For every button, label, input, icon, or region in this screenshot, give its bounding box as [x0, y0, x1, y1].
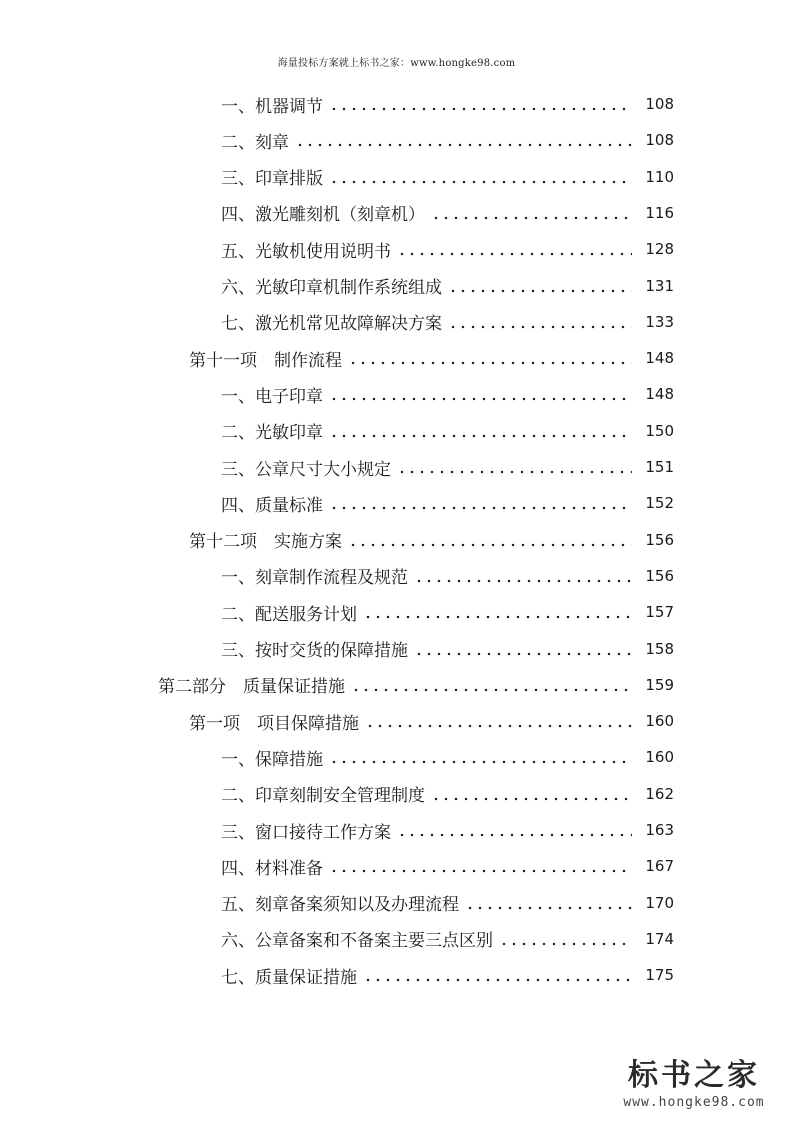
dot-leader: [365, 707, 632, 735]
dot-leader: [397, 235, 632, 263]
toc-entry-page-number: 162: [645, 784, 674, 803]
toc-entry-label: 第一项 项目保障措施: [189, 713, 359, 734]
toc-entry-label: 二、光敏印章: [221, 423, 323, 444]
toc-entry-label: 二、配送服务计划: [221, 604, 357, 625]
toc-entry-label: 三、印章排版: [221, 169, 323, 190]
dot-leader: [363, 598, 632, 626]
watermark-url: www.hongke98.com: [623, 1095, 765, 1110]
dot-leader: [363, 961, 632, 989]
dot-leader: [499, 925, 632, 953]
toc-entry[interactable]: [221, 635, 674, 663]
dot-leader: [295, 126, 632, 154]
dot-leader: [329, 417, 632, 445]
toc-entry-page-number: 175: [645, 966, 674, 985]
toc-entry-label: 第十二项 实施方案: [189, 532, 342, 553]
toc-entry-label: 一、电子印章: [221, 386, 323, 407]
toc-entry-label: 二、印章刻制安全管理制度: [221, 786, 425, 807]
toc-entry[interactable]: [221, 235, 674, 263]
toc-entry[interactable]: [189, 526, 674, 554]
watermark-logo: [609, 1059, 779, 1110]
toc-entry-label: 三、按时交货的保障措施: [221, 641, 408, 661]
dot-leader: [414, 635, 632, 663]
page-header: 海量投标方案就上标书之家：www.hongke98.com: [277, 58, 516, 69]
toc-entry-page-number: 151: [645, 458, 674, 476]
dot-leader: [414, 562, 632, 590]
toc-entry-page-number: 148: [645, 385, 674, 404]
toc-entry-page-number: 170: [645, 893, 674, 912]
toc-entry-page-number: 128: [645, 240, 674, 259]
toc-entry[interactable]: [189, 344, 674, 372]
toc-entry[interactable]: [221, 780, 674, 808]
toc-entry[interactable]: [221, 816, 674, 844]
toc-entry[interactable]: [221, 852, 674, 880]
dot-leader: [397, 453, 632, 481]
toc-entry-page-number: 167: [645, 857, 674, 876]
toc-entry-label: 第十一项 制作流程: [189, 350, 342, 371]
dot-leader: [348, 526, 632, 554]
toc-entry-page-number: 108: [645, 131, 674, 150]
toc-entry-page-number: 174: [645, 929, 674, 948]
toc-entry[interactable]: [221, 889, 674, 917]
toc-entry-label: 五、刻章备案须知以及办理流程: [221, 895, 459, 916]
toc-entry-label: 第二部分 质量保证措施: [158, 677, 345, 698]
toc-entry-page-number: 160: [645, 748, 674, 767]
toc-entry[interactable]: [221, 380, 674, 408]
toc-entry-label: 二、刻章: [221, 132, 289, 153]
toc-entry-page-number: 156: [645, 530, 674, 549]
toc-entry-page-number: 160: [645, 712, 674, 731]
dot-leader: [348, 344, 632, 372]
toc-entry[interactable]: [221, 925, 674, 953]
toc-entry-label: 一、保障措施: [221, 749, 323, 770]
toc-entry-page-number: 163: [645, 821, 674, 839]
dot-leader: [431, 199, 632, 227]
toc-entry[interactable]: [221, 562, 674, 590]
toc-entry-page-number: 159: [645, 675, 674, 694]
toc-entry-page-number: 110: [645, 167, 674, 186]
toc-entry[interactable]: [221, 417, 674, 445]
toc-entry-label: 三、窗口接待工作方案: [221, 822, 391, 843]
toc-entry[interactable]: [221, 308, 674, 336]
toc-entry[interactable]: [221, 126, 674, 154]
dot-leader: [448, 272, 632, 300]
toc-entry-page-number: 156: [645, 566, 674, 585]
toc-entry-page-number: 116: [645, 203, 674, 222]
dot-leader: [397, 816, 632, 844]
dot-leader: [329, 380, 632, 408]
toc-entry-label: 一、刻章制作流程及规范: [221, 568, 408, 589]
toc-entry-label: 七、质量保证措施: [221, 967, 357, 988]
toc-entry[interactable]: [221, 163, 674, 191]
toc-entry[interactable]: [221, 453, 674, 481]
toc-entry-label: 五、光敏机使用说明书: [221, 241, 391, 262]
toc-entry-label: 七、激光机常见故障解决方案: [221, 314, 442, 335]
dot-leader: [431, 780, 632, 808]
toc-entry-page-number: 131: [645, 276, 674, 295]
dot-leader: [351, 671, 632, 699]
toc-entry[interactable]: [221, 743, 674, 771]
toc-entry-page-number: 108: [645, 95, 674, 113]
toc-entry[interactable]: [221, 199, 674, 227]
dot-leader: [329, 852, 632, 880]
toc-entry-label: 三、公章尺寸大小规定: [221, 459, 391, 480]
toc-entry[interactable]: [221, 598, 674, 626]
toc-entry[interactable]: [221, 961, 674, 989]
toc-entry-page-number: 148: [645, 349, 674, 368]
toc-entry[interactable]: [189, 707, 674, 735]
dot-leader: [465, 889, 632, 917]
dot-leader: [329, 489, 632, 517]
toc-entry-label: 四、质量标准: [221, 495, 323, 516]
toc-entry-page-number: 152: [645, 494, 674, 513]
toc-entry[interactable]: [158, 671, 674, 699]
dot-leader: [329, 90, 632, 118]
toc-entry-page-number: 158: [645, 639, 674, 658]
toc-entry[interactable]: [221, 272, 674, 300]
watermark-title: 标书之家: [628, 1058, 760, 1093]
toc-entry-page-number: 133: [645, 312, 674, 331]
toc-entry-label: 一、机器调节: [221, 96, 323, 117]
toc-entry[interactable]: [221, 90, 674, 118]
toc-entry-page-number: 157: [645, 603, 674, 622]
toc-entry-label: 六、公章备案和不备案主要三点区别: [221, 931, 493, 952]
toc-entry[interactable]: [221, 489, 674, 517]
dot-leader: [448, 308, 632, 336]
toc-entry-label: 四、材料准备: [221, 858, 323, 879]
toc-entry-label: 六、光敏印章机制作系统组成: [221, 278, 442, 298]
dot-leader: [329, 163, 632, 191]
dot-leader: [329, 743, 632, 771]
toc-entry-label: 四、激光雕刻机（刻章机）: [221, 205, 425, 226]
toc-entry-page-number: 150: [645, 421, 674, 440]
